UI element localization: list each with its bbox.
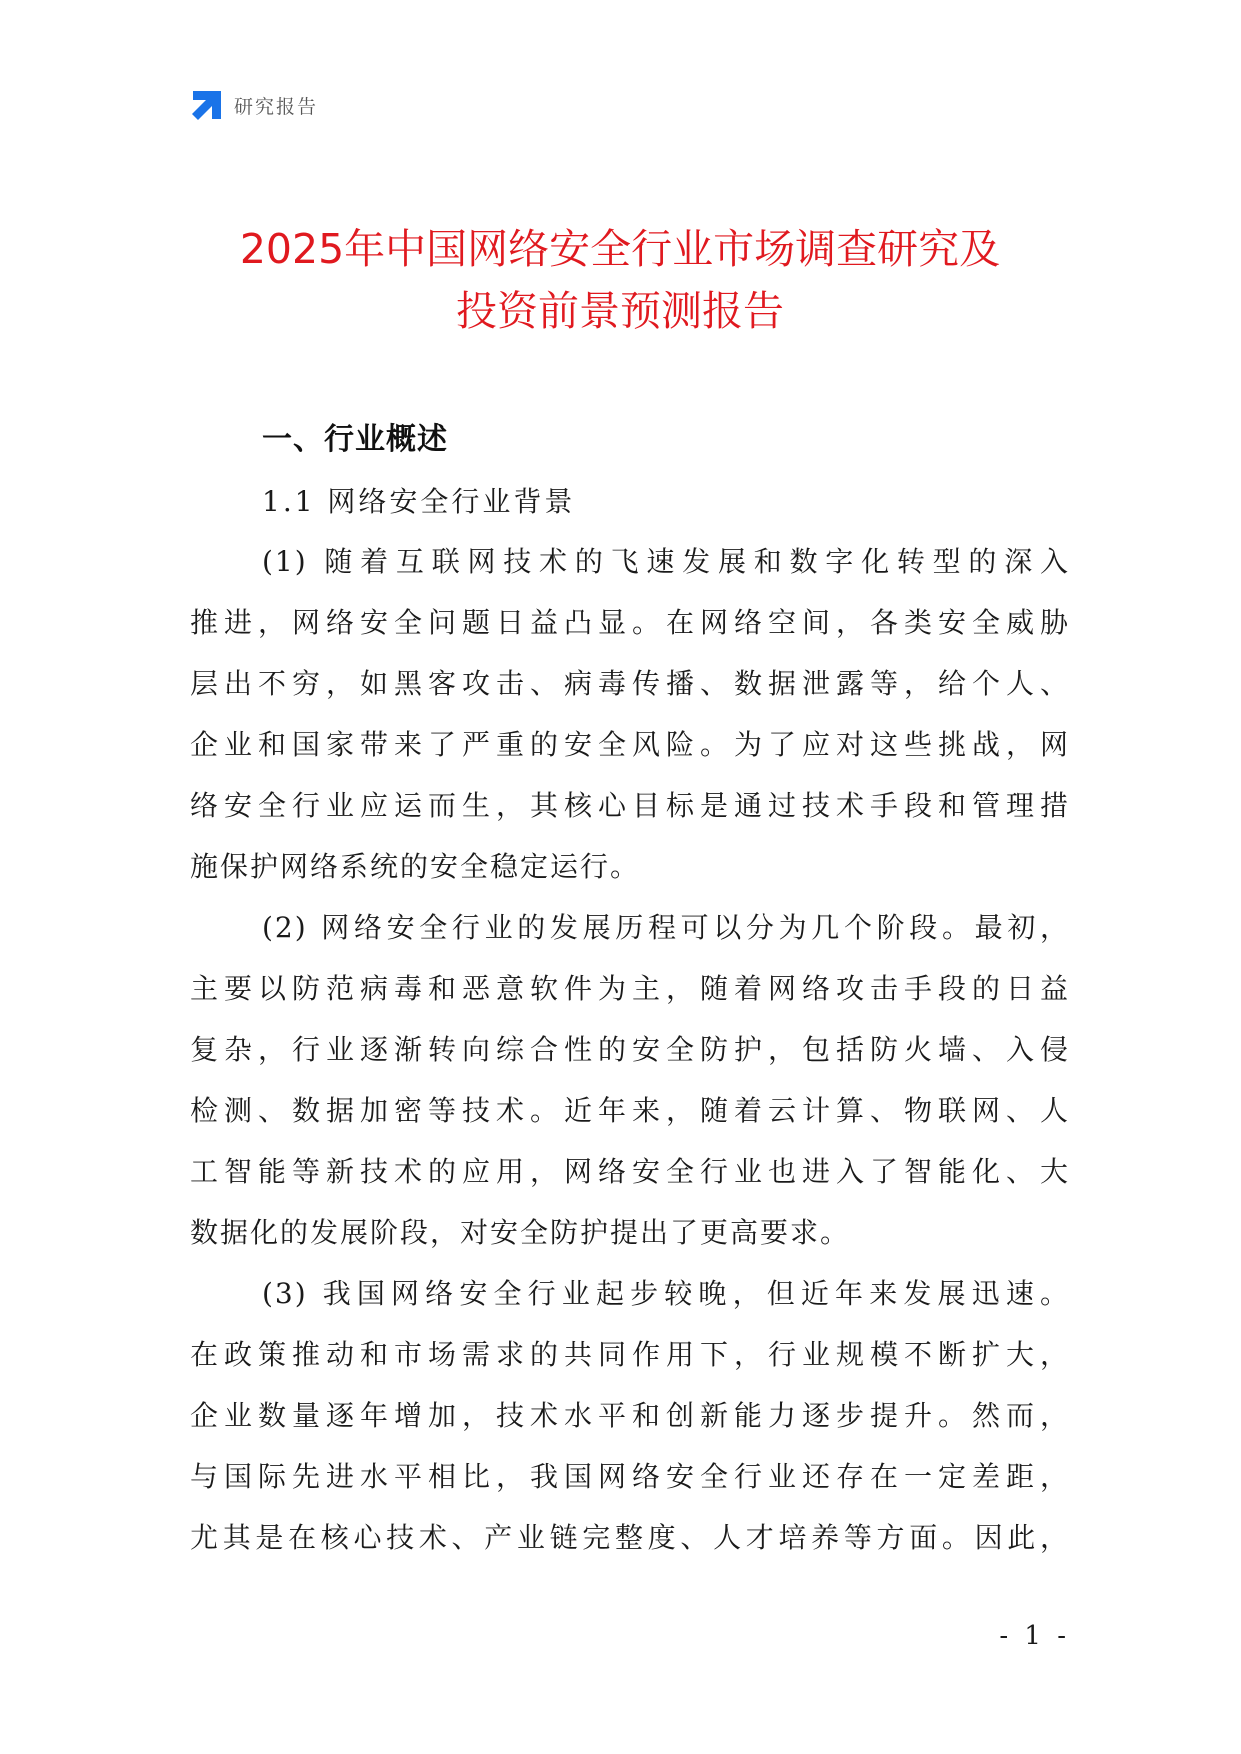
header-label: 研究报告 bbox=[234, 95, 319, 118]
paragraph-line: 层出不穷，如黑客攻击、病毒传播、数据泄露等，给个人、 bbox=[190, 667, 1070, 700]
paragraph-line: 复杂，行业逐渐转向综合性的安全防护，包括防火墙、入侵 bbox=[190, 1033, 1070, 1066]
document-title-line-1: 2025年中国网络安全行业市场调查研究及 bbox=[239, 225, 1001, 273]
paragraph-line: 尤其是在核心技术、产业链完整度、人才培养等方面。因此， bbox=[190, 1521, 1070, 1554]
paragraph-line: 主要以防范病毒和恶意软件为主，随着网络攻击手段的日益 bbox=[190, 972, 1070, 1005]
paragraph-line: 企业数量逐年增加，技术水平和创新能力逐步提升。然而， bbox=[190, 1399, 1070, 1432]
paragraph-line: 施保护网络系统的安全稳定运行。 bbox=[190, 850, 641, 883]
paragraph-line: 与国际先进水平相比，我国网络安全行业还存在一定差距， bbox=[190, 1460, 1070, 1493]
page-number: - 1 - bbox=[999, 1621, 1070, 1651]
paragraph-line: 推进，网络安全问题日益凸显。在网络空间，各类安全威胁 bbox=[190, 606, 1070, 639]
paragraph-line: 检测、数据加密等技术。近年来，随着云计算、物联网、人 bbox=[190, 1094, 1070, 1127]
paragraph-line: 企业和国家带来了严重的安全风险。为了应对这些挑战，网 bbox=[190, 728, 1070, 761]
paragraph-line: 络安全行业应运而生，其核心目标是通过技术手段和管理措 bbox=[190, 789, 1070, 822]
section-heading: 一、行业概述 bbox=[262, 422, 448, 457]
paragraph-line: 在政策推动和市场需求的共同作用下，行业规模不断扩大， bbox=[190, 1338, 1070, 1371]
paragraph-line: 工智能等新技术的应用，网络安全行业也进入了智能化、大 bbox=[190, 1155, 1070, 1188]
document-title-line-2: 投资前景预测报告 bbox=[456, 287, 784, 335]
paragraph-line: (1) 随着互联网技术的飞速发展和数字化转型的深入 bbox=[262, 545, 1070, 578]
paragraph-line: (3) 我国网络安全行业起步较晚，但近年来发展迅速。 bbox=[262, 1277, 1070, 1310]
paragraph-line: 数据化的发展阶段，对安全防护提出了更高要求。 bbox=[190, 1216, 851, 1249]
arrow-up-right-icon bbox=[190, 88, 224, 122]
paragraph-line: (2) 网络安全行业的发展历程可以分为几个阶段。最初， bbox=[262, 911, 1070, 944]
subsection-heading: 1.1 网络安全行业背景 bbox=[262, 485, 576, 518]
report-header bbox=[190, 88, 318, 122]
